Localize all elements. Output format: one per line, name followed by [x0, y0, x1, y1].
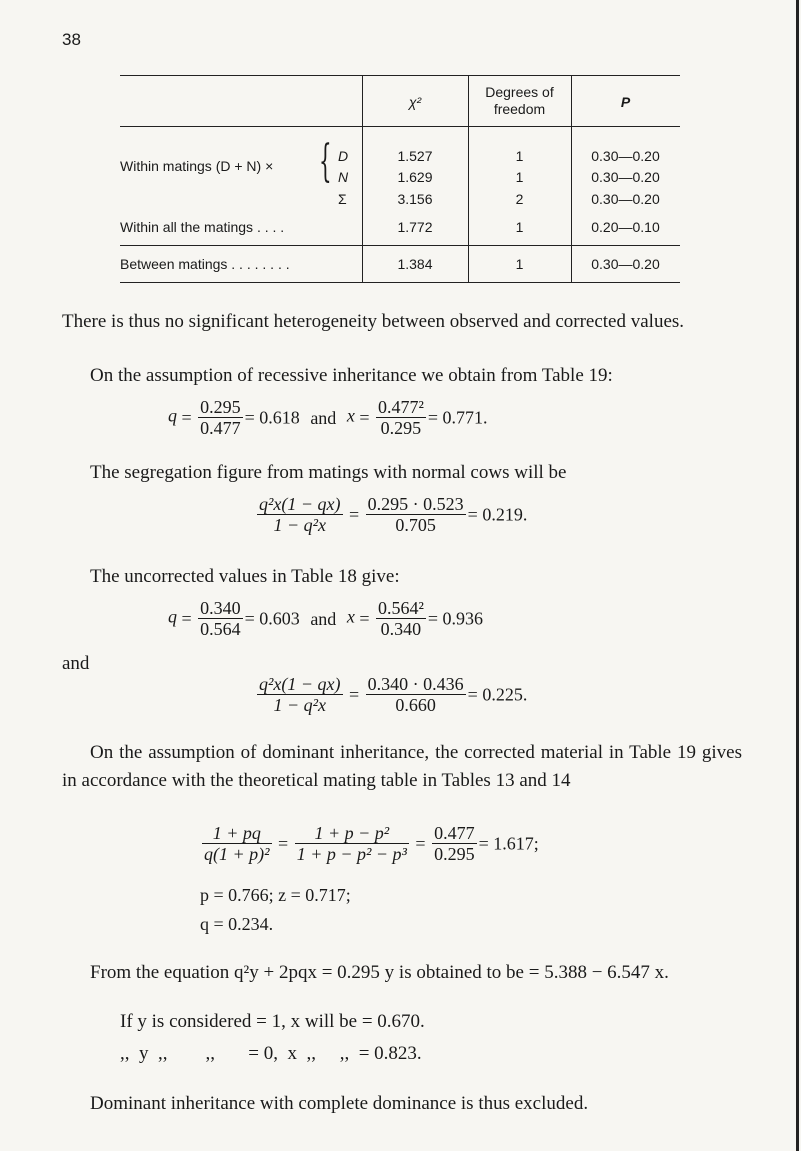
paragraph: The segregation figure from matings with normal cows will be — [90, 462, 567, 483]
fraction-denominator: 0.564 — [200, 619, 241, 639]
fraction-numerator: 0.295 — [200, 397, 241, 417]
p-n: 0.30—0.20 — [591, 169, 660, 185]
paragraph: Dominant inheritance with complete dominance is thus excluded. — [90, 1093, 589, 1114]
fraction-denominator: 0.295 — [434, 844, 475, 864]
p-sum: 0.30—0.20 — [591, 191, 660, 207]
fraction-numerator: 0.477² — [377, 397, 424, 417]
formula-and: and — [310, 407, 337, 428]
row-label-n: N — [338, 169, 349, 185]
equation-line: If y is considered = 1, x will be = 0.670. — [120, 1011, 425, 1032]
chi2-between: 1.384 — [397, 256, 433, 272]
formula-q-x-uncorrected: q = $\frac{0.340}{0.564}$ = 0.603 and x = $\frac{\text{0.564²}}{0.340}$ = 0.936 — [168, 598, 484, 639]
fraction-denominator: 0.295 — [380, 418, 422, 438]
chi2-d: 1.527 — [397, 148, 433, 164]
paragraph: There is thus no significant heterogeneity between observed and corrected values. — [62, 311, 685, 332]
row-label-d: D — [338, 148, 349, 164]
fraction-denominator: 0.340 — [380, 619, 422, 639]
formula-q: q = 0.234. — [200, 914, 274, 934]
equation-line: From the equation q²y + 2pqx = 0.295 y is obtained to be = 5.388 − 6.547 x. — [90, 962, 669, 983]
brace: { — [319, 136, 332, 187]
p-between: 0.30—0.20 — [591, 256, 660, 272]
paragraph: On the assumption of recessive inheritance we obtain from Table 19: — [90, 365, 613, 386]
fraction-numerator: 0.564² — [377, 598, 424, 618]
fraction-numerator: 1 + pq — [202, 823, 272, 844]
dof-sum: 2 — [515, 191, 524, 207]
chi2-sum: 3.156 — [397, 191, 433, 207]
p-all: 0.20—0.10 — [591, 219, 660, 235]
dof-n: 1 — [515, 169, 524, 185]
header-chi2: χ² — [408, 94, 422, 110]
formula-value: = 0.618 — [244, 407, 300, 428]
fraction-denominator: 1 + p − p² − p³ — [296, 844, 407, 864]
chi2-all: 1.772 — [397, 219, 433, 235]
formula-value: = 0.219. — [467, 504, 528, 525]
header-dof-line2: freedom — [493, 101, 546, 117]
formula-value: = 0.936 — [427, 608, 484, 629]
equation-line: ,, y ,, ,, = 0, x ,, ,, = 0.823. — [120, 1043, 422, 1064]
fraction-denominator: 0.660 — [395, 695, 436, 715]
paragraph: On the assumption of dominant inheritance, the corrected material in Table 19 gives in accordance with the theoretical mating table in Tables 13 and 14 — [62, 742, 742, 791]
page-edge — [796, 0, 799, 1151]
dof-d: 1 — [515, 148, 524, 164]
header-p: P — [620, 94, 631, 110]
fraction-numerator: 1 + p − p² — [295, 823, 409, 844]
formula-p-z: p = 0.766; z = 0.717; — [200, 885, 351, 905]
within-matings-label: Within matings (D + N) × — [120, 158, 274, 174]
within-all-label: Within all the matings . . . . — [120, 219, 285, 235]
paragraph: The uncorrected values in Table 18 give: — [90, 566, 400, 587]
fraction-denominator: 1 − q²x — [273, 515, 327, 535]
header-dof — [468, 84, 571, 118]
formula-value: = 0.771. — [427, 407, 488, 428]
header-dof-line1: Degrees of — [485, 84, 554, 100]
table-divider — [120, 126, 680, 127]
formula-value: = 0.225. — [467, 684, 528, 705]
fraction-numerator: 0.477 — [434, 823, 475, 843]
fraction-denominator: 0.705 — [395, 515, 436, 535]
between-label: Between matings . . . . . . . . — [120, 256, 290, 272]
fraction-denominator: q(1 + p)² — [204, 844, 270, 864]
fraction-numerator: 0.295 · 0.523 — [367, 494, 464, 514]
formula-value: = 1.617; — [478, 833, 539, 854]
fraction-numerator: 0.340 — [200, 598, 241, 618]
fraction-denominator: 0.477 — [200, 418, 241, 438]
formula-segregation-recessive: $\frac{\text{q²x(1 − qx)}}{\text{1 − q²x}}$ = $\frac{0.295 \cdot 0.523}{0.705}$ = 0.219. — [259, 494, 528, 535]
dof-all: 1 — [515, 219, 524, 235]
fraction-numerator: 0.340 · 0.436 — [367, 674, 464, 694]
page-number: 38 — [62, 30, 81, 49]
formula-value: = 0.603 — [244, 608, 300, 629]
formula-q-x-recessive: q = $\frac{0.295}{0.477}$ = 0.618 and x = $\frac{\text{0.477²}}{0.295}$ = 0.771. — [168, 397, 488, 438]
formula-and: and — [310, 608, 337, 629]
p-d: 0.30—0.20 — [591, 148, 660, 164]
dof-between: 1 — [515, 256, 524, 272]
sum-label: Σ — [338, 191, 347, 207]
formula-dominant: $\frac{1 + pq}{\text{q(1 + p)²}}$ = $\frac{\text{1 + p − p²}}{\text{1 + p − p² − p³}}$ = $\frac{0.477}{0.295}$ = 1.617; — [204, 823, 539, 864]
formula-segregation-uncorrected: $\frac{\text{q²x(1 − qx)}}{\text{1 − q²x}}$ = $\frac{0.340 \cdot 0.436}{0.660}$ = 0.225. — [259, 674, 528, 715]
table-divider — [120, 245, 680, 246]
fraction-numerator: q²x(1 − qx) — [259, 494, 341, 514]
fraction-denominator: 1 − q²x — [273, 695, 327, 715]
and-label: and — [62, 653, 90, 674]
statistics-table — [120, 75, 680, 283]
fraction-numerator: q²x(1 − qx) — [259, 674, 341, 694]
chi2-n: 1.629 — [397, 169, 433, 185]
